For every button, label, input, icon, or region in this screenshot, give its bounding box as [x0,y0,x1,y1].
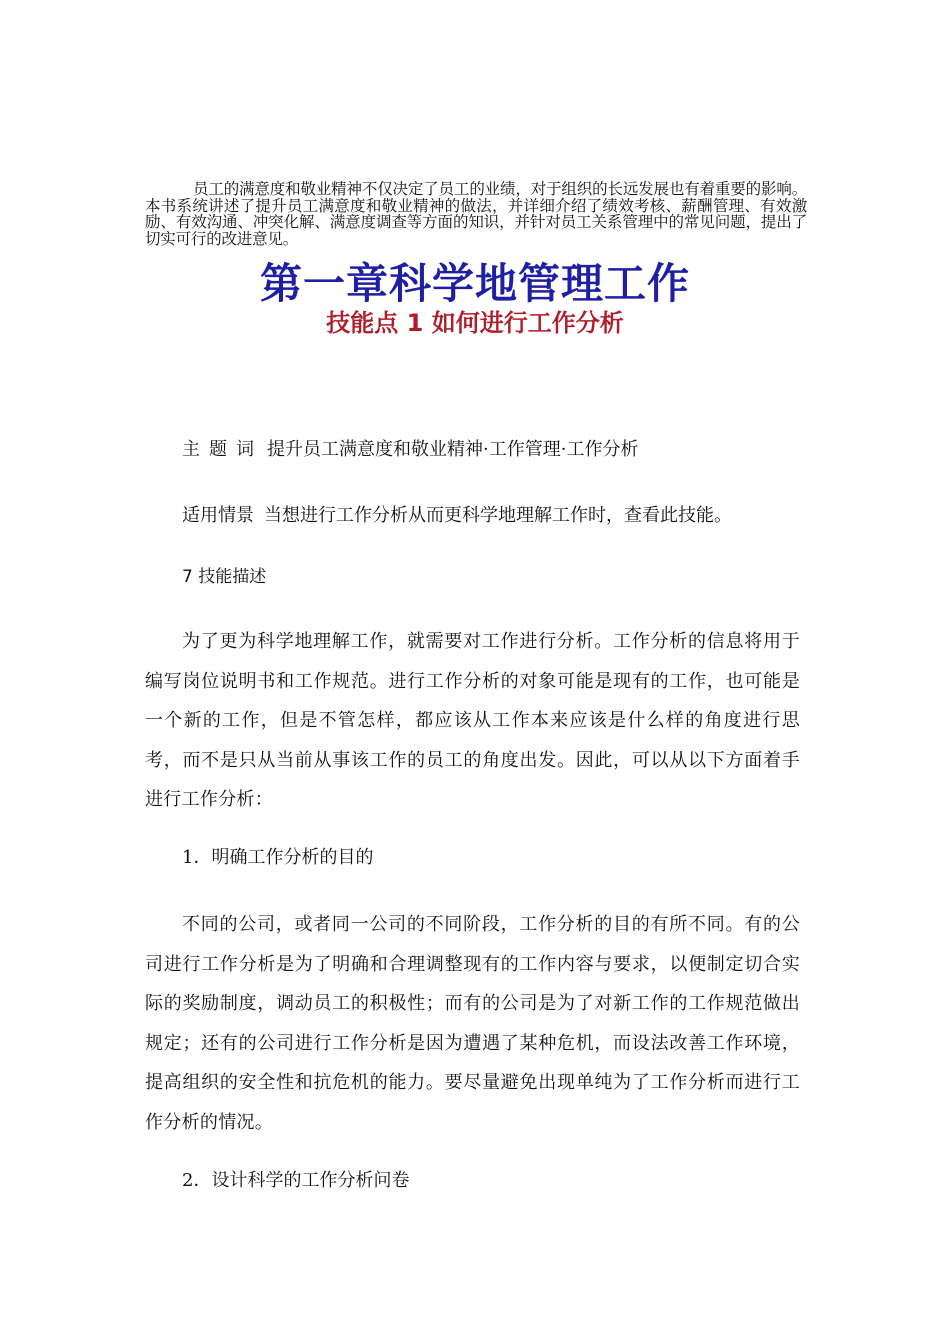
section-heading: 7 技能描述 [182,567,267,587]
scenario-value: 当想进行工作分析从而更科学地理解工作时，查看此技能。 [264,505,732,526]
scenario-line [182,504,732,528]
keywords-line [182,438,638,462]
scenario-label: 适用情景 [182,505,254,526]
keywords-label: 主题词 [182,439,263,460]
body-paragraph-2: 不同的公司，或者同一公司的不同阶段，工作分析的目的有所不同。有的公司进行工作分析是为了明确和合理调整现有的工作内容与要求，以便制定切合实际的奖励制度，调动员工的积极性；而有的公司是为了对新工作的工作规范做出规定；还有的公司进行工作分析是因为遭遇了某种危机，而设法改善工作环境，提高组织的安全性和抗危机的能力。要尽量避免出现单纯为了工作分析而进行工作分析的情况。 [145,914,800,1133]
chapter-title: 第一章科学地管理工作 [259,259,690,308]
skill-title: 技能点 1 如何进行工作分析 [326,309,624,337]
list-item-1: 1．明确工作分析的目的 [182,847,374,868]
body-paragraph-1: 为了更为科学地理解工作，就需要对工作进行分析。工作分析的信息将用于编写岗位说明书和工作规范。进行工作分析的对象可能是现有的工作，也可能是一个新的工作，但是不管怎样，都应该从工作本来应该是什么样的角度进行思考，而不是只从当前从事该工作的员工的角度出发。因此，可以从以下方面着手进行工作分析： [145,631,800,810]
intro-paragraph: 员工的满意度和敬业精神不仅决定了员工的业绩，对于组织的长远发展也有着重要的影响。本书系统讲述了提升员工满意度和敬业精神的做法，并详细介绍了绩效考核、薪酬管理、有效激励、有效沟通、冲突化解、满意度调查等方面的知识，并针对员工关系管理中的常见问题，提出了切实可行的改进意见。 [145,180,807,248]
keywords-value: 提升员工满意度和敬业精神·工作管理·工作分析 [267,439,639,460]
list-item-2: 2．设计科学的工作分析问卷 [182,1170,410,1191]
